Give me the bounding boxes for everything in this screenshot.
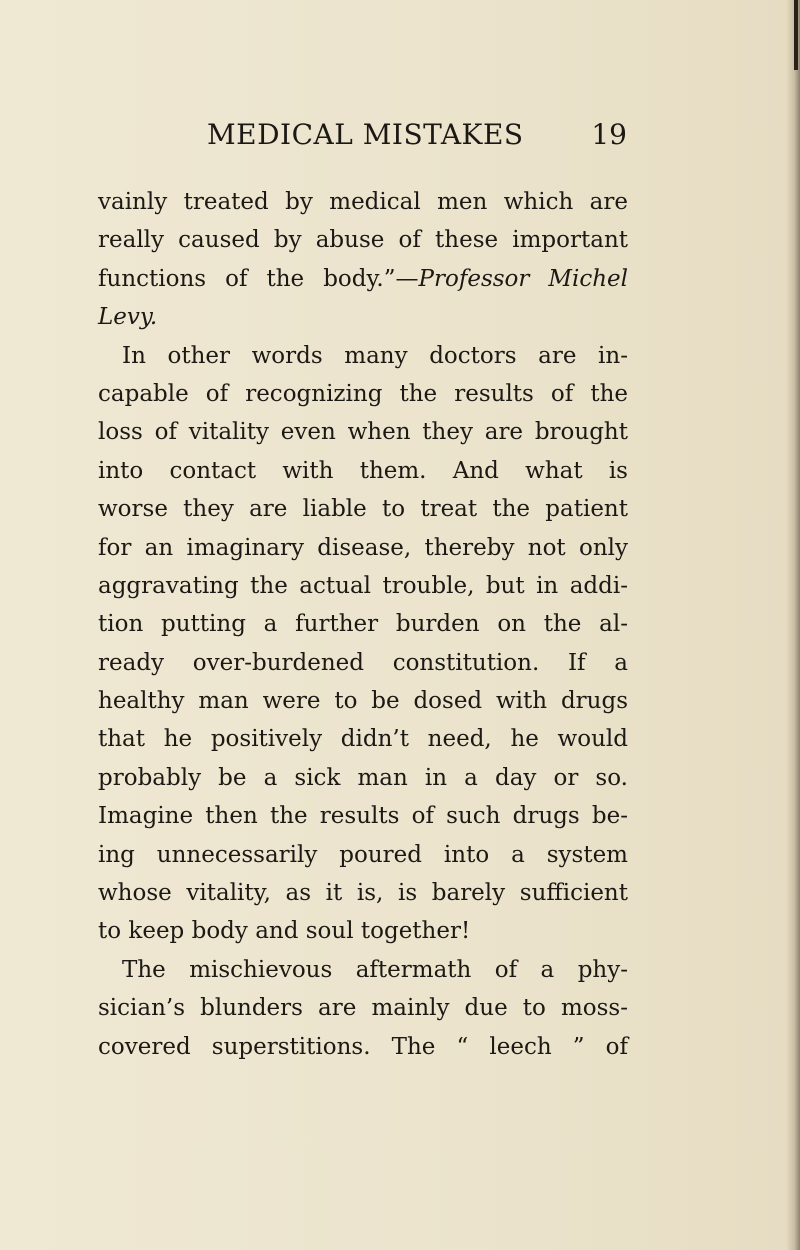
page-number: 19: [591, 118, 627, 151]
page-edge-shadow: [786, 0, 800, 1250]
text-line: ready over-burdened constitution. If a: [98, 649, 628, 676]
text-line: ing unnecessarily poured into a system: [98, 841, 628, 868]
text-line: really caused by abuse of these important: [98, 227, 628, 254]
text-line: probably be a sick man in a day or so.: [98, 764, 628, 791]
text-line: Levy.: [98, 304, 158, 331]
text-line: tion putting a further burden on the al-: [98, 611, 628, 638]
text-line: whose vitality, as it is, is barely sufficient: [98, 880, 628, 907]
text-line: capable of recognizing the results of the: [98, 380, 628, 407]
quote-ending: functions of the body.”—: [98, 265, 419, 292]
attribution-name: Professor Michel: [418, 265, 628, 292]
text-line: healthy man were to be dosed with drugs: [98, 688, 628, 715]
text-line: sician’s blunders are mainly due to moss-: [98, 995, 628, 1022]
text-line: vainly treated by medical men which are: [98, 189, 628, 215]
paragraph-start-line: In other words many doctors are in-: [122, 342, 628, 369]
text-line: covered superstitions. The “ leech ” of: [98, 1033, 628, 1060]
text-line: Imagine then the results of such drugs be-: [98, 803, 628, 830]
text-line: for an imaginary disease, thereby not only: [98, 534, 628, 561]
running-head-title: MEDICAL MISTAKES: [207, 118, 524, 151]
text-line: to keep body and soul together!: [98, 918, 471, 945]
text-line: worse they are liable to treat the patient: [98, 496, 628, 523]
text-line: loss of vitality even when they are brought: [98, 419, 628, 446]
paragraph-start-line: The mischievous aftermath of a phy-: [122, 956, 628, 983]
text-line-with-attribution: [98, 260, 628, 298]
body-text: [98, 183, 628, 1066]
running-head: [207, 118, 627, 158]
page-edge-mark: [794, 0, 798, 70]
text-line: into contact with them. And what is: [98, 457, 628, 484]
text-line: that he positively didn’t need, he would: [98, 726, 628, 753]
text-line: aggravating the actual trouble, but in addi-: [98, 572, 628, 599]
